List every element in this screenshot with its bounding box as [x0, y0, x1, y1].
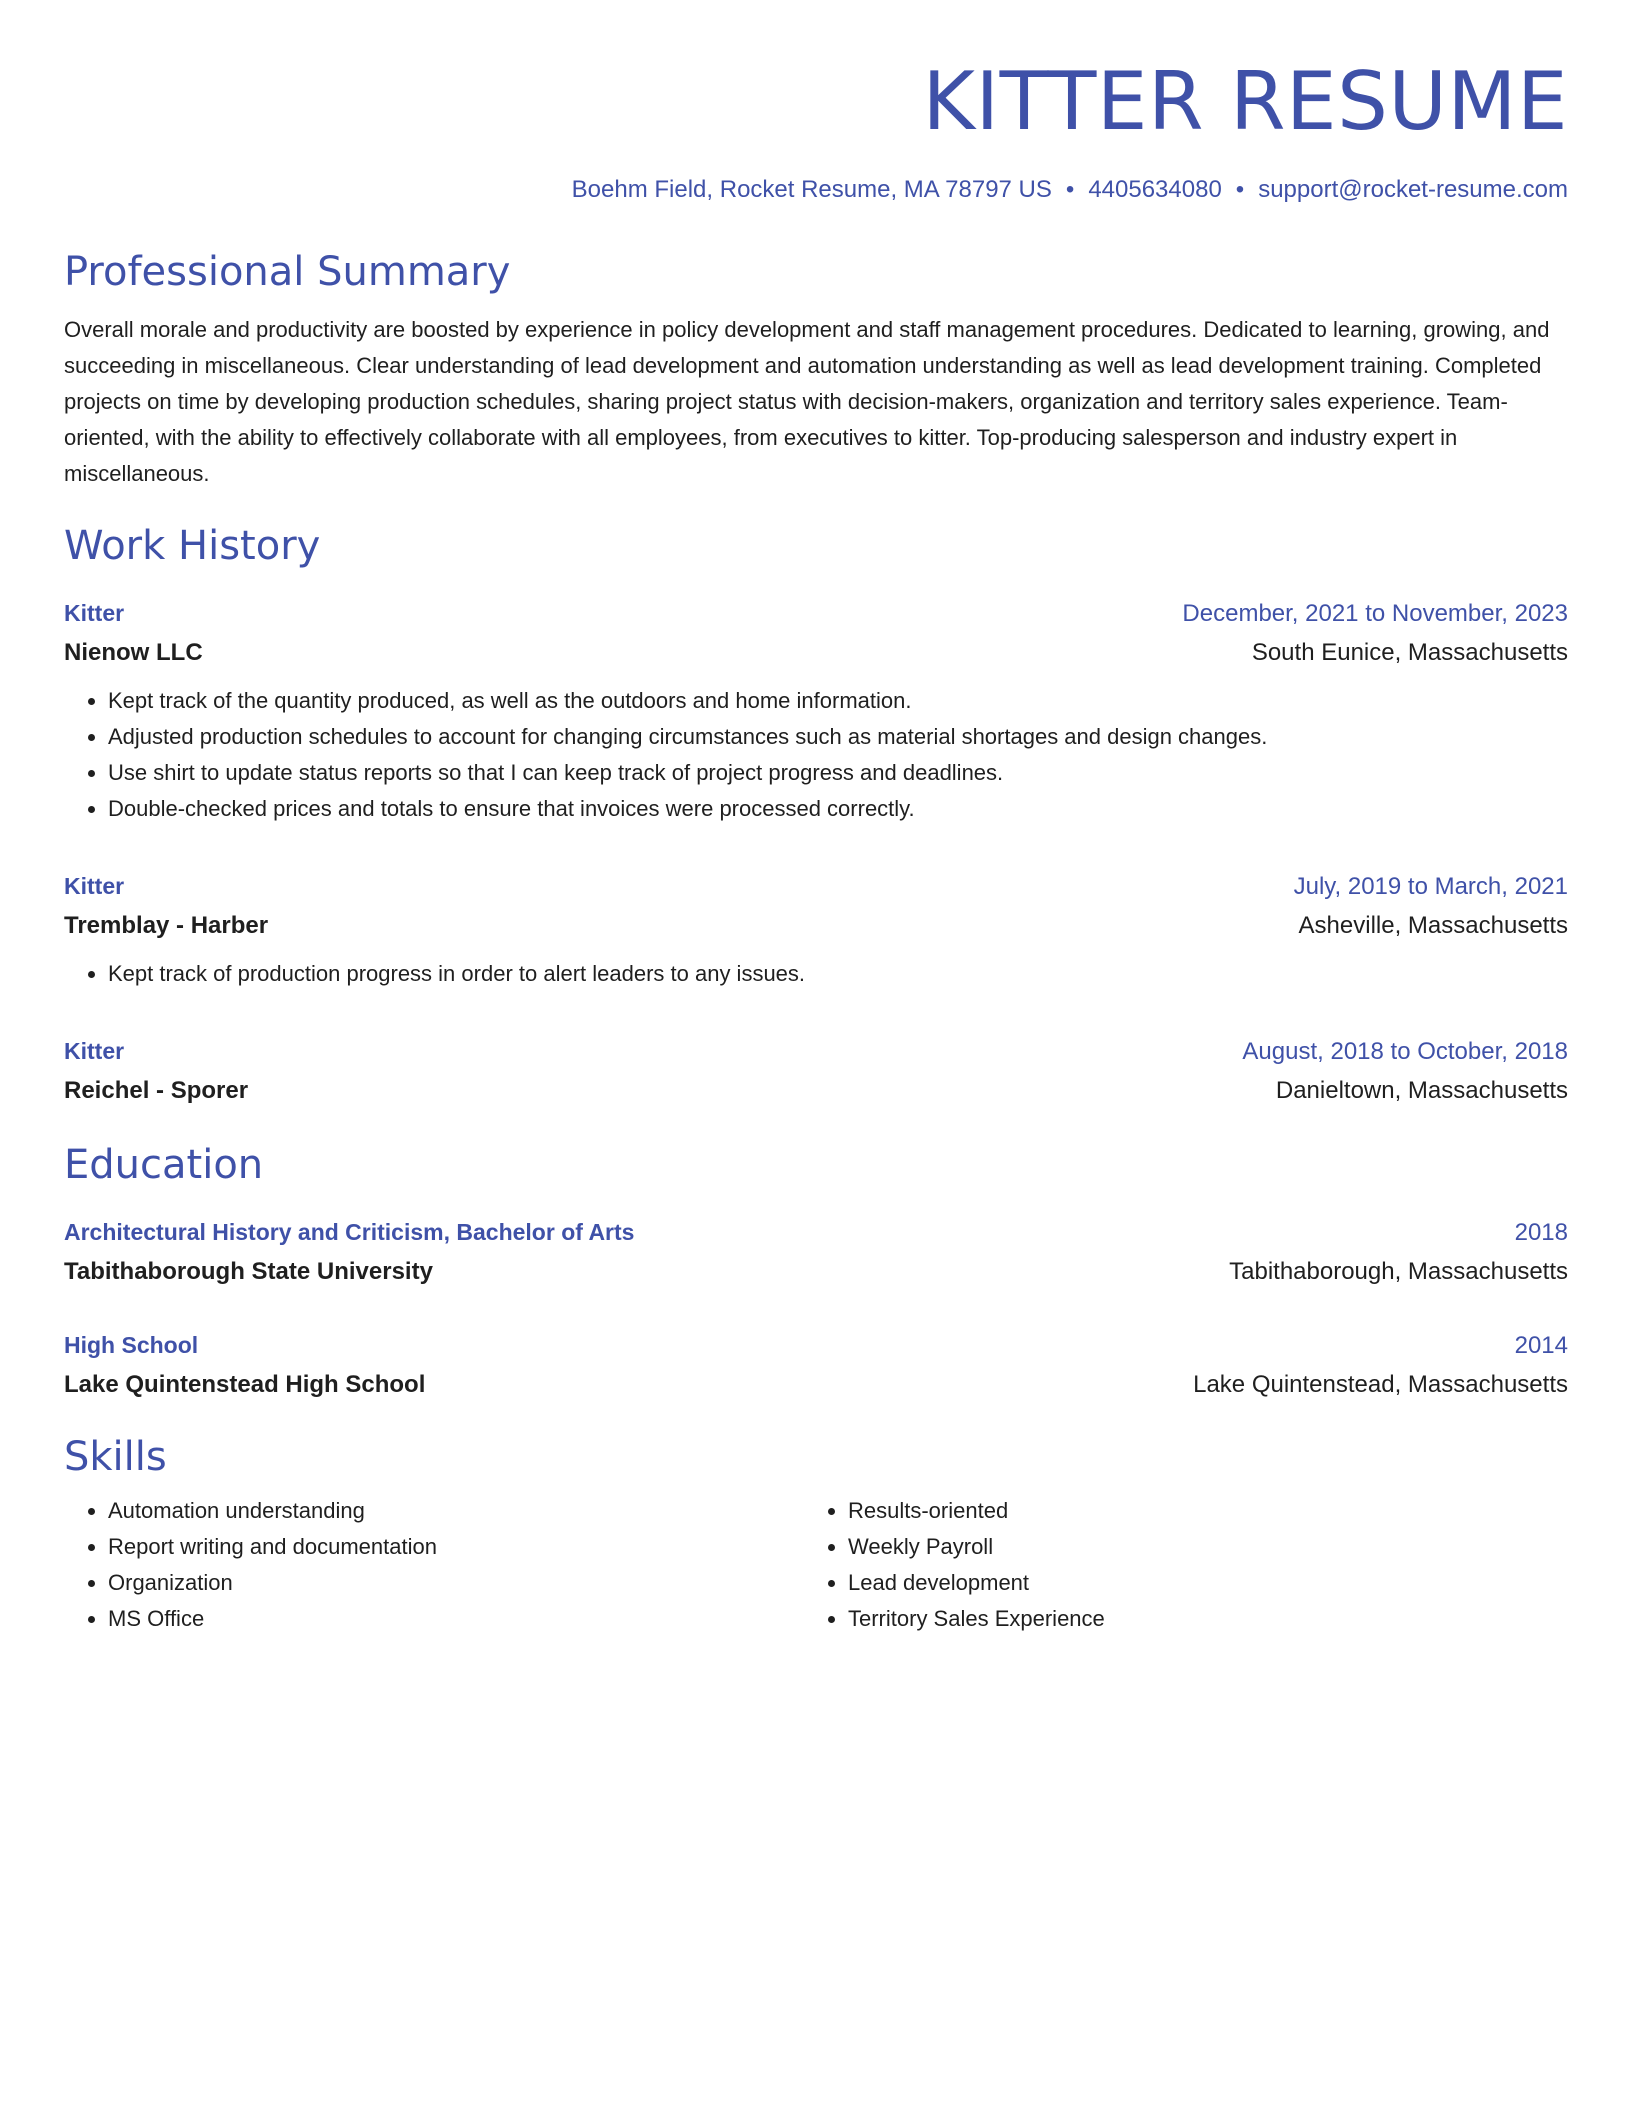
job-company: Nienow LLC	[64, 639, 203, 666]
education-entry	[64, 1326, 1568, 1405]
resume-name: KITTER RESUME	[922, 55, 1568, 148]
job-company-row	[64, 633, 1568, 673]
job-entry	[64, 594, 1568, 827]
job-header-row	[64, 594, 1568, 633]
job-dates: August, 2018 to October, 2018	[1242, 1038, 1568, 1065]
skill-item: • Lead development	[848, 1565, 1544, 1601]
education-degree: High School	[64, 1332, 199, 1358]
education-school-row	[64, 1365, 1568, 1405]
skill-item: • Organization	[108, 1565, 804, 1601]
work-history-section	[64, 520, 1568, 1111]
list-item: • Use shirt to update status reports so that I can keep track of project progress and deadlines.	[108, 755, 1568, 791]
contact-phone: 4405634080	[1088, 176, 1222, 203]
list-item: • Kept track of the quantity produced, as well as the outdoors and home information.	[108, 683, 1568, 719]
job-role: Kitter	[64, 600, 125, 626]
job-header-row	[64, 1032, 1568, 1071]
education-entry	[64, 1213, 1568, 1292]
contact-email: support@rocket-resume.com	[1258, 176, 1568, 203]
education-school: Tabithaborough State University	[64, 1258, 433, 1285]
list-item: • Adjusted production schedules to account for changing circumstances such as material shortages and design changes.	[108, 719, 1568, 755]
skills-list-left	[64, 1493, 804, 1637]
section-title: Skills	[64, 1434, 167, 1480]
contact-address: Boehm Field, Rocket Resume, MA 78797 US	[571, 176, 1052, 203]
professional-summary-section	[64, 246, 1568, 492]
skill-item: • Report writing and documentation	[108, 1529, 804, 1565]
section-title: Work History	[64, 523, 321, 569]
contact-separator: •	[1235, 176, 1245, 203]
skill-item: • Territory Sales Experience	[848, 1601, 1544, 1637]
education-year: 2014	[1514, 1332, 1568, 1359]
skill-item: • Automation understanding	[108, 1493, 804, 1529]
job-header-row	[64, 867, 1568, 906]
education-school-row	[64, 1252, 1568, 1292]
section-title: Professional Summary	[64, 249, 511, 295]
job-bullets	[64, 956, 1568, 992]
contact-separator: •	[1065, 176, 1075, 203]
contact-line	[64, 174, 1568, 206]
education-location: Lake Quintenstead, Massachusetts	[1193, 1371, 1568, 1398]
section-title: Education	[64, 1142, 264, 1188]
job-company-row	[64, 1071, 1568, 1111]
education-year: 2018	[1514, 1219, 1568, 1246]
list-item: • Double-checked prices and totals to ensure that invoices were processed correctly.	[108, 791, 1568, 827]
job-entry	[64, 867, 1568, 992]
education-degree: Architectural History and Criticism, Bachelor of Arts	[64, 1219, 635, 1245]
job-company: Tremblay - Harber	[64, 912, 269, 939]
education-location: Tabithaborough, Massachusetts	[1229, 1258, 1568, 1285]
skill-item: • MS Office	[108, 1601, 804, 1637]
skills-section	[64, 1431, 1568, 1637]
job-location: South Eunice, Massachusetts	[1251, 639, 1568, 666]
summary-text: Overall morale and productivity are boosted by experience in policy development and staff management procedures. Dedicated to learning, growing, and succeeding in miscellaneous. Clear understanding of lead development and automation understanding as well as lead development training. Completed projects on time by developing production schedules, sharing project status with decision-makers, organization and territory sales experience. Team-oriented, with the ability to effectively collaborate with all employees, from executives to kitter. Top-producing salesperson and industry expert in miscellaneous.	[64, 317, 1550, 486]
job-location: Asheville, Massachusetts	[1298, 912, 1568, 939]
skills-grid	[64, 1493, 1568, 1637]
job-company: Reichel - Sporer	[64, 1077, 249, 1104]
job-company-row	[64, 906, 1568, 946]
education-header-row	[64, 1213, 1568, 1252]
education-school: Lake Quintenstead High School	[64, 1371, 426, 1398]
skill-item: • Weekly Payroll	[848, 1529, 1544, 1565]
skills-list-right	[804, 1493, 1544, 1637]
resume-header	[64, 0, 1568, 206]
skill-item: • Results-oriented	[848, 1493, 1544, 1529]
job-location: Danieltown, Massachusetts	[1275, 1077, 1568, 1104]
list-item: • Kept track of production progress in order to alert leaders to any issues.	[108, 956, 1568, 992]
job-role: Kitter	[64, 1038, 125, 1064]
education-section	[64, 1139, 1568, 1405]
job-bullets	[64, 683, 1568, 827]
job-dates: December, 2021 to November, 2023	[1182, 600, 1568, 627]
job-dates: July, 2019 to March, 2021	[1293, 873, 1568, 900]
education-header-row	[64, 1326, 1568, 1365]
job-role: Kitter	[64, 873, 125, 899]
job-entry	[64, 1032, 1568, 1111]
